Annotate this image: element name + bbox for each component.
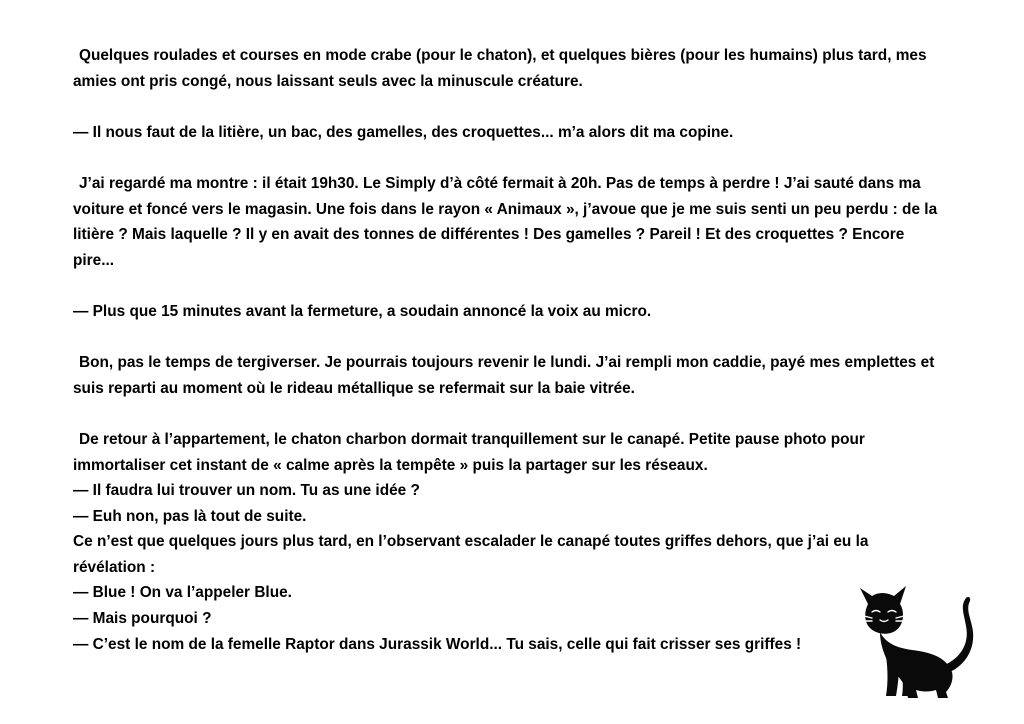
paragraph-intro: Quelques roulades et courses en mode crabe (pour le chaton), et quelques bières (pour les humains) plus tard, mes amies ont pris congé, nous laissant seuls avec la minuscule créature. — [73, 47, 927, 90]
line-blue: — Blue ! On va l’appeler Blue. — [73, 584, 292, 602]
line-name-question: — Il faudra lui trouver un nom. Tu as une idée ? — [73, 482, 420, 500]
paragraph-announcement: — Plus que 15 minutes avant la fermeture, a soudain annoncé la voix au micro. — [73, 302, 652, 320]
paragraph-dialogue-litter: — Il nous faut de la litière, un bac, des gamelles, des croquettes... m’a alors dit ma copine. — [73, 123, 734, 141]
line-why: — Mais pourquoi ? — [73, 610, 212, 628]
line-name-answer: — Euh non, pas là tout de suite. — [73, 507, 307, 525]
paragraph-checkout: Bon, pas le temps de tergiverser. Je pourrais toujours revenir le lundi. J’ai rempli mon caddie, payé mes emplettes et suis reparti au moment où le rideau métallique se refermait sur la baie vitrée. — [73, 354, 935, 397]
line-revelation: Ce n’est que quelques jours plus tard, en l’observant escalader le canapé toutes griffes dehors, que j’ai eu la révélation : — [73, 533, 869, 576]
line-raptor: — C’est le nom de la femelle Raptor dans Jurassik World... Tu sais, celle qui fait crisser ses griffes ! — [73, 635, 802, 653]
paragraph-store: J’ai regardé ma montre : il était 19h30. Le Simply d’à côté fermait à 20h. Pas de temps à perdre ! J’ai sauté dans ma voiture et foncé vers le magasin. Une fois dans le rayon « Animaux », j’avoue que je me suis senti un peu perdu : de la litière ? Mais laquelle ? Il y en avait des tonnes de différentes ! Des gamelles ? Pareil ! Et des croquettes ? Encore pire... — [73, 174, 938, 269]
story-text — [73, 43, 943, 657]
black-cat-icon — [850, 574, 980, 700]
paragraph-home: De retour à l’appartement, le chaton charbon dormait tranquillement sur le canapé. Petite pause photo pour immortaliser cet instant de « calme après la tempête » puis la partager sur les réseaux. — [73, 430, 865, 474]
